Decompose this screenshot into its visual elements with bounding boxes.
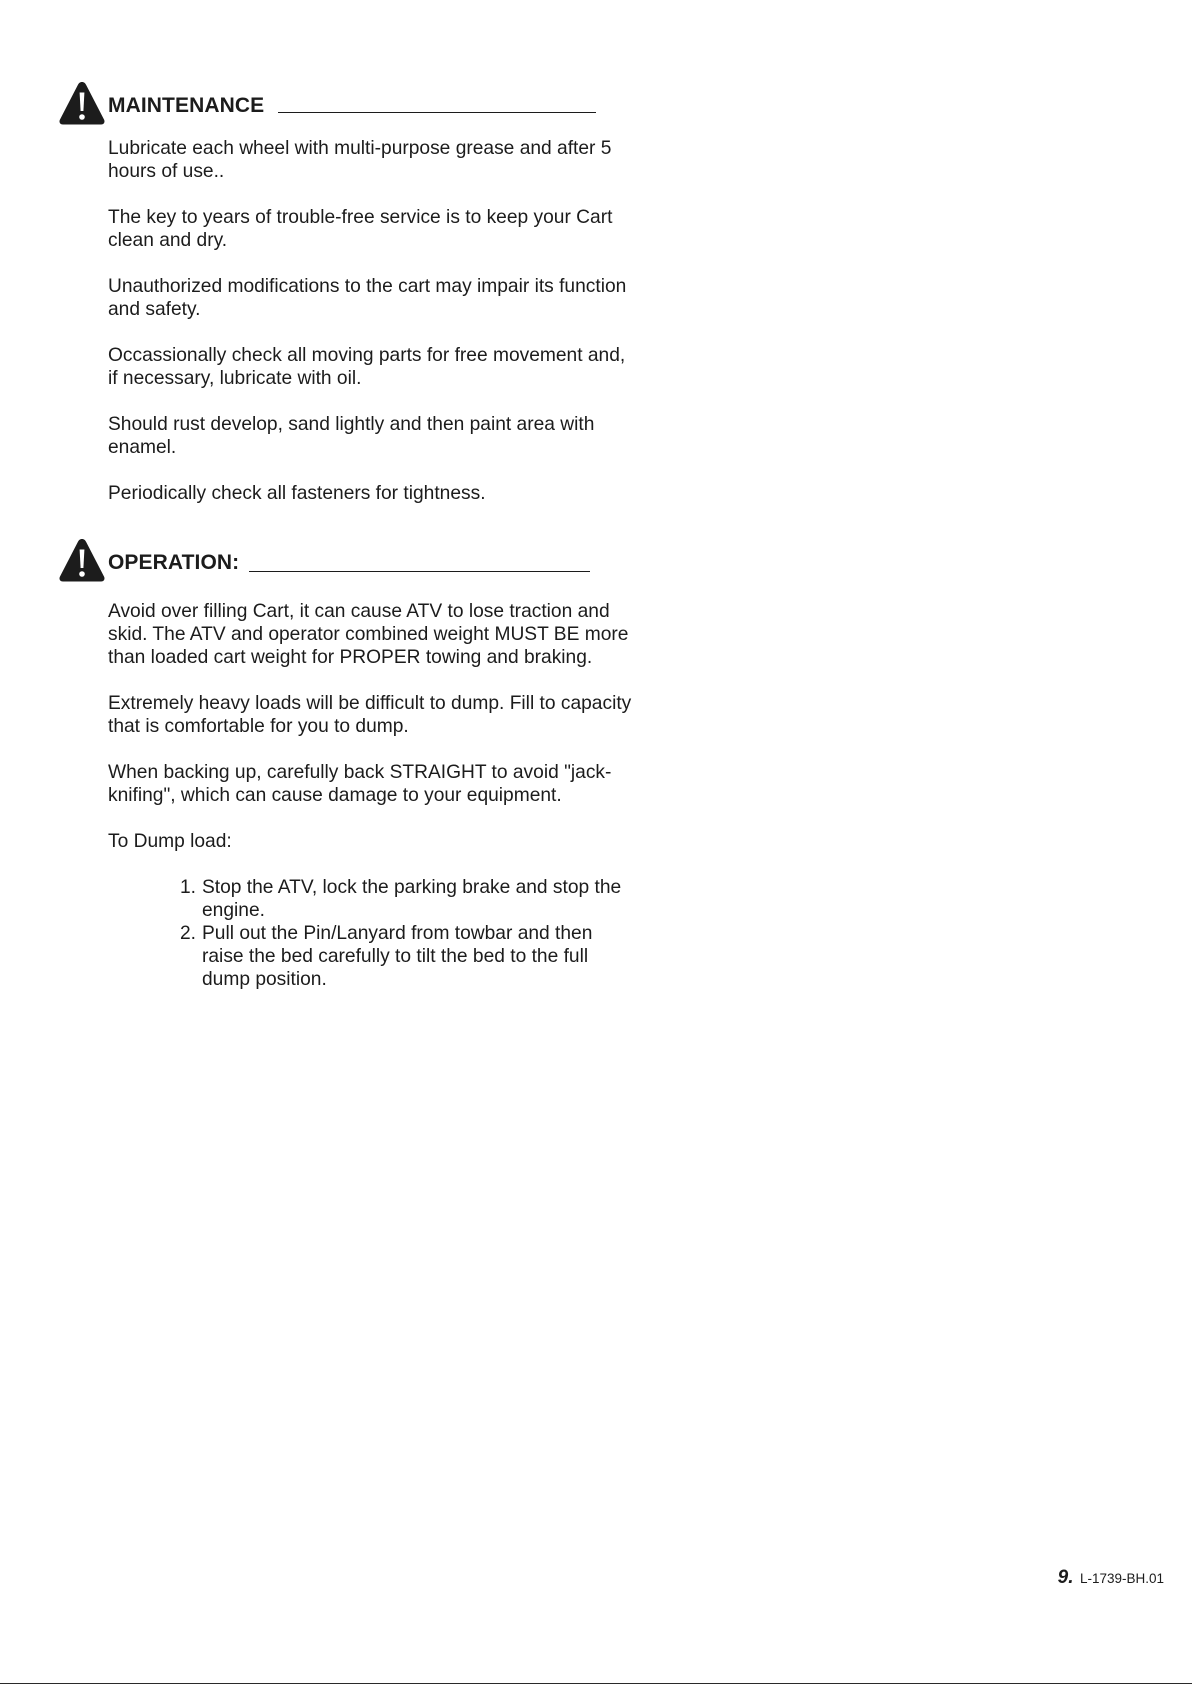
maintenance-paragraph: Occassionally check all moving parts for free movement and, if necessary, lubricate with oil. <box>108 345 626 389</box>
warning-triangle-icon <box>58 80 106 126</box>
operation-heading: OPERATION: <box>108 551 240 574</box>
maintenance-section <box>58 80 658 505</box>
maintenance-body <box>108 137 638 505</box>
dump-step-number: 2. <box>180 923 197 944</box>
dump-step-text: Stop the ATV, lock the parking brake and stop the engine. <box>202 877 622 921</box>
dump-steps-list <box>108 876 638 991</box>
dump-step <box>108 922 626 991</box>
maintenance-paragraph: Should rust develop, sand lightly and then paint area with enamel. <box>108 414 595 458</box>
maintenance-heading: MAINTENANCE <box>108 94 265 117</box>
page-footer <box>1058 1567 1164 1589</box>
bottom-divider <box>0 1683 1192 1684</box>
dump-step-text: Pull out the Pin/Lanyard from towbar and then raise the bed carefully to tilt the bed to the full dump position. <box>202 923 593 990</box>
maintenance-paragraph: The key to years of trouble-free service is to keep your Cart clean and dry. <box>108 207 613 251</box>
operation-heading-row <box>58 537 658 585</box>
maintenance-heading-row <box>58 80 658 128</box>
page-number: 9. <box>1057 1567 1074 1588</box>
maintenance-paragraph: Unauthorized modifications to the cart may impair its function and safety. <box>108 276 627 320</box>
operation-paragraph: When backing up, carefully back STRAIGHT to avoid "jack-knifing", which can cause damage to your equipment. <box>108 762 612 806</box>
dump-intro: To Dump load: <box>108 831 232 852</box>
dump-step-number: 1. <box>180 877 197 898</box>
operation-paragraph: Avoid over filling Cart, it can cause ATV to lose traction and skid. The ATV and operator combined weight MUST BE more than loaded cart weight for PROPER towing and braking. <box>108 601 629 668</box>
warning-triangle-icon <box>58 537 106 583</box>
maintenance-paragraph: Periodically check all fasteners for tightness. <box>108 483 486 504</box>
document-code: L-1739-BH.01 <box>1079 1571 1164 1586</box>
operation-body <box>108 600 638 991</box>
maintenance-paragraph: Lubricate each wheel with multi-purpose grease and after 5 hours of use.. <box>108 138 612 182</box>
operation-heading-rule <box>249 571 590 572</box>
operation-paragraph: Extremely heavy loads will be difficult to dump. Fill to capacity that is comfortable for you to dump. <box>108 693 632 737</box>
operation-section <box>58 537 658 991</box>
dump-step <box>108 876 626 922</box>
maintenance-heading-rule <box>278 112 596 113</box>
